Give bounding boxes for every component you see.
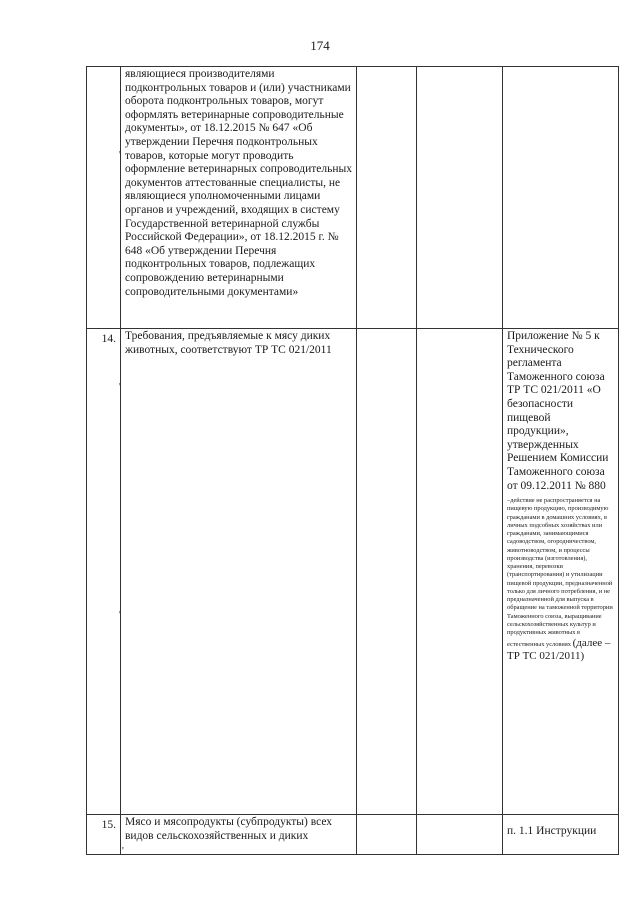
- empty-cell: [417, 67, 503, 329]
- requirement-text: Мясо и мясопродукты (субпродукты) всех видов сельскохозяйственных и диких: [121, 815, 357, 855]
- legal-reference: Приложение № 5 к Технического регламента Таможенного союза ТР ТС 021/2011 «О безопасности пищевой продукции», утвержденных Решением Комиссии Таможенного союза от 09.12.2011 № 880: [507, 330, 609, 492]
- margin-tick-mark: ': [119, 382, 121, 393]
- page-number: 174: [310, 38, 330, 53]
- empty-cell: [357, 815, 417, 855]
- row-number: 15.: [87, 815, 121, 855]
- margin-tick-mark: ': [119, 610, 121, 621]
- requirement-text: являющиеся производителями подконтрольных товаров и (или) участниками оборота подконтрольных товаров, могут оформлять ветеринарные сопроводительные документы», от 18.12.2015 № 647 «Об утверждении Перечня подконтрольных товаров, которые могут проводить оформление ветеринарных сопроводительных документов аттестованные специалисты, не являющиеся уполномоченными лицами органов и учреждений, входящих в систему Государственной ветеринарной службы Российской Федерации», от 18.12.2015 г. № 648 «Об утверждении Перечня подконтрольных товаров, подлежащих сопровождению ветеринарными сопроводительными документами»: [121, 67, 357, 329]
- row-number: [87, 67, 121, 329]
- margin-tick-mark: ': [122, 846, 124, 857]
- scope-note-text: –действие не распространяется на пищевую продукцию, производимую гражданами в домашних условиях, в личных подсобных хозяйствах или гражданами, занимающимися садоводством, огородничеством, животноводством, и процессы производства (изготовления), хранения, перевозки (транспортирования) и утилизации пищевой продукции, предназначенной только для личного потребления, и не предназначенной для выпуска в обращение на таможенной территории Таможенного союза, выращивание сельскохозяйственных культур и продуктивных животных в естественных условиях: [507, 497, 613, 649]
- legal-reference: п. 1.1 Инструкции: [503, 815, 619, 855]
- requirements-table: [86, 66, 619, 855]
- requirement-text: Требования, предъявляемые к мясу диких животных, соответствуют ТР ТС 021/2011: [121, 329, 357, 815]
- empty-cell: [357, 329, 417, 815]
- table-row: [87, 815, 619, 855]
- empty-cell: [417, 329, 503, 815]
- scope-note-tail: (далее – ТР ТС 021/2011): [507, 637, 611, 663]
- legal-reference-cell: [503, 329, 619, 815]
- table-row: [87, 329, 619, 815]
- row-number: 14.: [87, 329, 121, 815]
- empty-cell: [357, 67, 417, 329]
- margin-tick-mark: ': [119, 150, 121, 161]
- scope-note: [507, 497, 614, 663]
- table-row: [87, 67, 619, 329]
- empty-cell: [417, 815, 503, 855]
- legal-reference: [503, 67, 619, 329]
